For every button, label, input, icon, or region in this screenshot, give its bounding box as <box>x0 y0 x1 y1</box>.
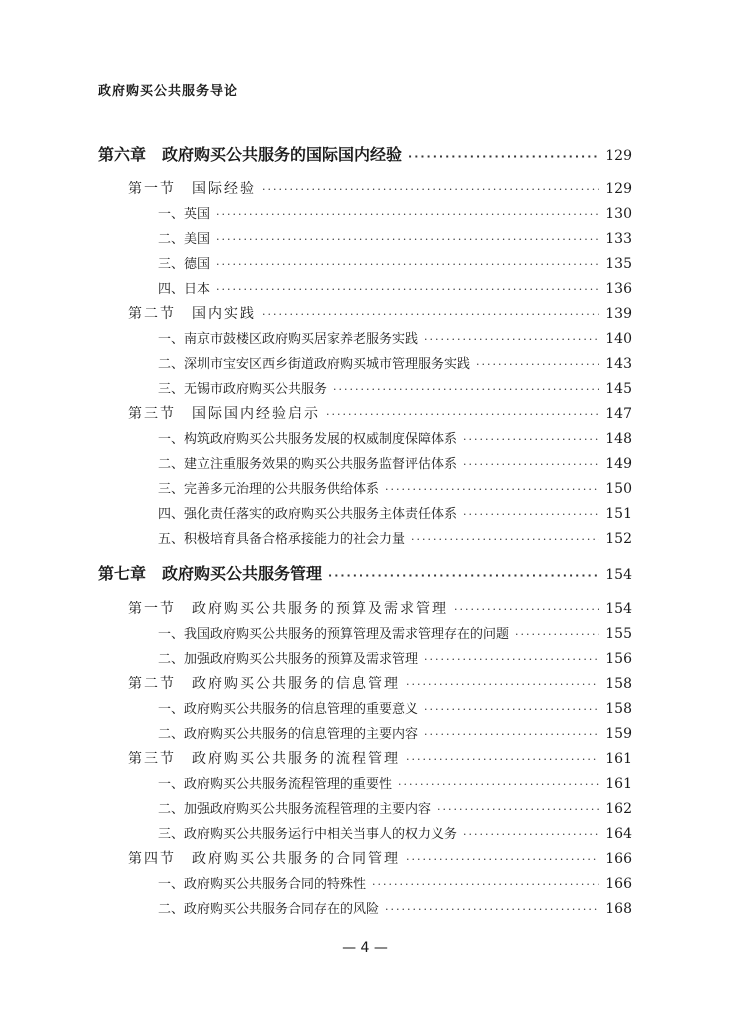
toc-section-row <box>128 673 632 693</box>
dot-leader <box>326 409 599 420</box>
toc-entry-title: 第一节 国际经验 <box>128 181 256 197</box>
toc-entry-page: 130 <box>605 206 632 222</box>
toc-entry-page: 154 <box>605 567 632 583</box>
dot-leader <box>424 334 599 345</box>
dot-leader <box>216 234 599 245</box>
toc-item-row <box>158 698 632 717</box>
toc-entry-title: 二、深圳市宝安区西乡街道政府购买城市管理服务实践 <box>158 357 471 372</box>
toc-item-row <box>158 528 632 547</box>
toc-entry-title: 三、德国 <box>158 257 211 272</box>
toc-entry-title: 二、美国 <box>158 232 211 247</box>
dot-leader <box>406 854 599 865</box>
toc-chapter-row <box>98 561 632 584</box>
dot-leader <box>515 629 599 640</box>
toc-item-row <box>158 823 632 842</box>
dot-leader <box>333 384 599 395</box>
toc-entry-title: 第三节 国际国内经验启示 <box>128 406 320 422</box>
toc-item-row <box>158 278 632 297</box>
toc-item-row <box>158 898 632 917</box>
toc-entry-title: 第四节 政府购买公共服务的合同管理 <box>128 851 400 867</box>
dot-leader <box>406 679 599 690</box>
dot-leader <box>262 309 599 320</box>
toc-entry-title: 二、政府购买公共服务合同存在的风险 <box>158 902 380 917</box>
toc-entry-title: 一、我国政府购买公共服务的预算管理及需求管理存在的问题 <box>158 627 510 642</box>
toc-item-row <box>158 428 632 447</box>
toc-section-row <box>128 303 632 323</box>
toc-entry-title: 第三节 政府购买公共服务的流程管理 <box>128 751 400 767</box>
dot-leader <box>406 754 599 765</box>
toc-entry-title: 五、积极培育具备合格承接能力的社会力量 <box>158 532 406 547</box>
toc-entry-page: 166 <box>605 876 632 892</box>
dot-leader <box>463 509 599 520</box>
dot-leader <box>216 284 599 295</box>
page-number: — 4 — <box>342 940 388 956</box>
dot-leader <box>385 484 599 495</box>
toc-item-row <box>158 648 632 667</box>
toc-entry-title: 一、构筑政府购买公共服务发展的权威制度保障体系 <box>158 432 458 447</box>
dot-leader <box>476 359 599 370</box>
toc-entry-page: 166 <box>605 851 632 867</box>
toc-entry-page: 140 <box>605 331 632 347</box>
toc-entry-title: 第二节 国内实践 <box>128 306 256 322</box>
toc-entry-page: 145 <box>605 381 632 397</box>
toc-chapter-row <box>98 142 632 165</box>
dot-leader <box>463 459 599 470</box>
toc-entry-page: 158 <box>605 676 632 692</box>
toc-section-row <box>128 748 632 768</box>
toc-entry-title: 二、加强政府购买公共服务的预算及需求管理 <box>158 652 419 667</box>
dot-leader <box>385 904 599 915</box>
toc-entry-page: 161 <box>605 776 632 792</box>
dot-leader <box>328 570 599 581</box>
dot-leader <box>463 829 599 840</box>
toc-item-row <box>158 723 632 742</box>
toc-item-row <box>158 453 632 472</box>
toc-item-row <box>158 203 632 222</box>
dot-leader <box>262 184 599 195</box>
dot-leader <box>398 779 599 790</box>
toc-entry-page: 156 <box>605 651 632 667</box>
dot-leader <box>372 879 599 890</box>
toc-entry-page: 152 <box>605 531 632 547</box>
toc-item-row <box>158 503 632 522</box>
dot-leader <box>411 534 599 545</box>
dot-leader <box>216 259 599 270</box>
toc-section-row <box>128 598 632 618</box>
toc-entry-page: 147 <box>605 406 632 422</box>
toc-entry-page: 136 <box>605 281 632 297</box>
toc-entry-page: 150 <box>605 481 632 497</box>
toc-entry-title: 四、日本 <box>158 282 211 297</box>
toc-entry-title: 一、政府购买公共服务流程管理的重要性 <box>158 777 393 792</box>
toc-entry-title: 第一节 政府购买公共服务的预算及需求管理 <box>128 601 448 617</box>
dot-leader <box>454 604 599 615</box>
toc-entry-page: 148 <box>605 431 632 447</box>
toc-entry-page: 155 <box>605 626 632 642</box>
dot-leader <box>424 704 599 715</box>
dot-leader <box>408 151 599 162</box>
toc-item-row <box>158 328 632 347</box>
toc-item-row <box>158 378 632 397</box>
toc-entry-title: 一、南京市鼓楼区政府购买居家养老服务实践 <box>158 332 419 347</box>
toc-entry-page: 162 <box>605 801 632 817</box>
toc-entry-title: 一、政府购买公共服务合同的特殊性 <box>158 877 367 892</box>
dot-leader <box>463 434 599 445</box>
toc-entry-page: 168 <box>605 901 632 917</box>
toc-section-row <box>128 178 632 198</box>
toc-entry-title: 四、强化责任落实的政府购买公共服务主体责任体系 <box>158 507 458 522</box>
toc-entry-title: 二、建立注重服务效果的购买公共服务监督评估体系 <box>158 457 458 472</box>
dot-leader <box>216 209 599 220</box>
toc-item-row <box>158 773 632 792</box>
toc-entry-title: 第六章 政府购买公共服务的国际国内经验 <box>98 145 403 164</box>
toc-item-row <box>158 228 632 247</box>
toc-entry-title: 第二节 政府购买公共服务的信息管理 <box>128 676 400 692</box>
toc-entry-page: 158 <box>605 701 632 717</box>
toc-entry-title: 二、政府购买公共服务的信息管理的主要内容 <box>158 727 419 742</box>
toc-entry-title: 第七章 政府购买公共服务管理 <box>98 564 323 583</box>
toc-entry-page: 129 <box>605 148 632 164</box>
toc-section-row <box>128 848 632 868</box>
toc-entry-title: 三、无锡市政府购买公共服务 <box>158 382 328 397</box>
toc-item-row <box>158 353 632 372</box>
toc-entry-page: 133 <box>605 231 632 247</box>
toc-entry-page: 139 <box>605 306 632 322</box>
toc-entry-page: 129 <box>605 181 632 197</box>
toc-entry-page: 149 <box>605 456 632 472</box>
toc-entry-title: 二、加强政府购买公共服务流程管理的主要内容 <box>158 802 432 817</box>
toc-item-row <box>158 873 632 892</box>
toc-entry-page: 154 <box>605 601 632 617</box>
toc-item-row <box>158 623 632 642</box>
toc-item-row <box>158 798 632 817</box>
toc-entry-title: 一、英国 <box>158 207 211 222</box>
toc-entry-page: 151 <box>605 506 632 522</box>
dot-leader <box>424 729 599 740</box>
toc-entry-page: 143 <box>605 356 632 372</box>
toc-entry-title: 一、政府购买公共服务的信息管理的重要意义 <box>158 702 419 717</box>
toc-entry-page: 159 <box>605 726 632 742</box>
dot-leader <box>437 804 599 815</box>
toc-item-row <box>158 253 632 272</box>
running-header: 政府购买公共服务导论 <box>98 84 239 99</box>
toc-entry-title: 三、政府购买公共服务运行中相关当事人的权力义务 <box>158 827 458 842</box>
toc-entry-title: 三、完善多元治理的公共服务供给体系 <box>158 482 380 497</box>
toc-entry-page: 164 <box>605 826 632 842</box>
toc-section-row <box>128 403 632 423</box>
toc-item-row <box>158 478 632 497</box>
toc-entry-page: 135 <box>605 256 632 272</box>
toc-entry-page: 161 <box>605 751 632 767</box>
dot-leader <box>424 654 599 665</box>
